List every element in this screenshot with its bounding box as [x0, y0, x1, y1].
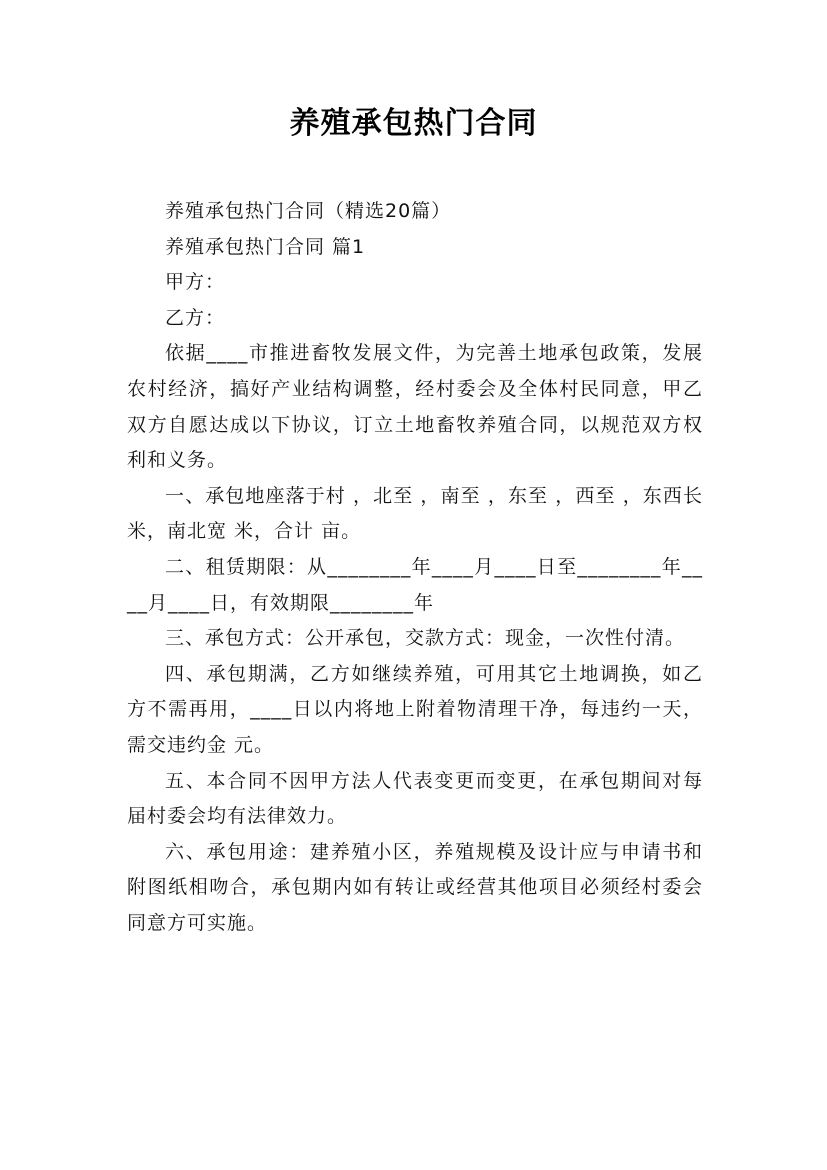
clause-1-location: 一、承包地座落于村 ，北至 ，南至 ，东至 ，西至 ，东西长 米，南北宽 米，合计 亩。	[127, 484, 703, 543]
clause-5-validity: 五、本合同不因甲方法人代表变更而变更，在承包期间对每届村委会均有法律效力。	[127, 769, 703, 828]
subtitle-paragraph: 养殖承包热门合同（精选20篇）	[165, 200, 452, 222]
document-body	[127, 194, 703, 941]
document-title: 养殖承包热门合同	[289, 106, 538, 141]
party-b-label: 乙方：	[165, 306, 226, 329]
preamble-paragraph: 依据____市推进畜牧发展文件，为完善土地承包政策，发展农村经济，搞好产业结构调整，经村委会及全体村民同意，甲乙双方自愿达成以下协议，订立土地畜牧养殖合同，以规范双方权利和义务。	[127, 342, 703, 472]
clause-3-method: 三、承包方式：公开承包，交款方式：现金，一次性付清。	[165, 627, 686, 650]
party-a-label: 甲方：	[165, 271, 226, 294]
clause-2-term: 二、租赁期限：从________年____月____日至________年____月____日，有效期限________年	[127, 555, 703, 614]
clause-6-usage: 六、承包用途：建养殖小区，养殖规模及设计应与申请书和附图纸相吻合，承包期内如有转让或经营其他项目必须经村委会同意方可实施。	[127, 840, 703, 934]
clause-4-expiry: 四、承包期满，乙方如继续养殖，可用其它土地调换，如乙方不需再用，____日以内将地上附着物清理干净，每违约一天，需交违约金 元。	[127, 662, 703, 756]
section-heading: 养殖承包热门合同 篇1	[165, 235, 366, 258]
